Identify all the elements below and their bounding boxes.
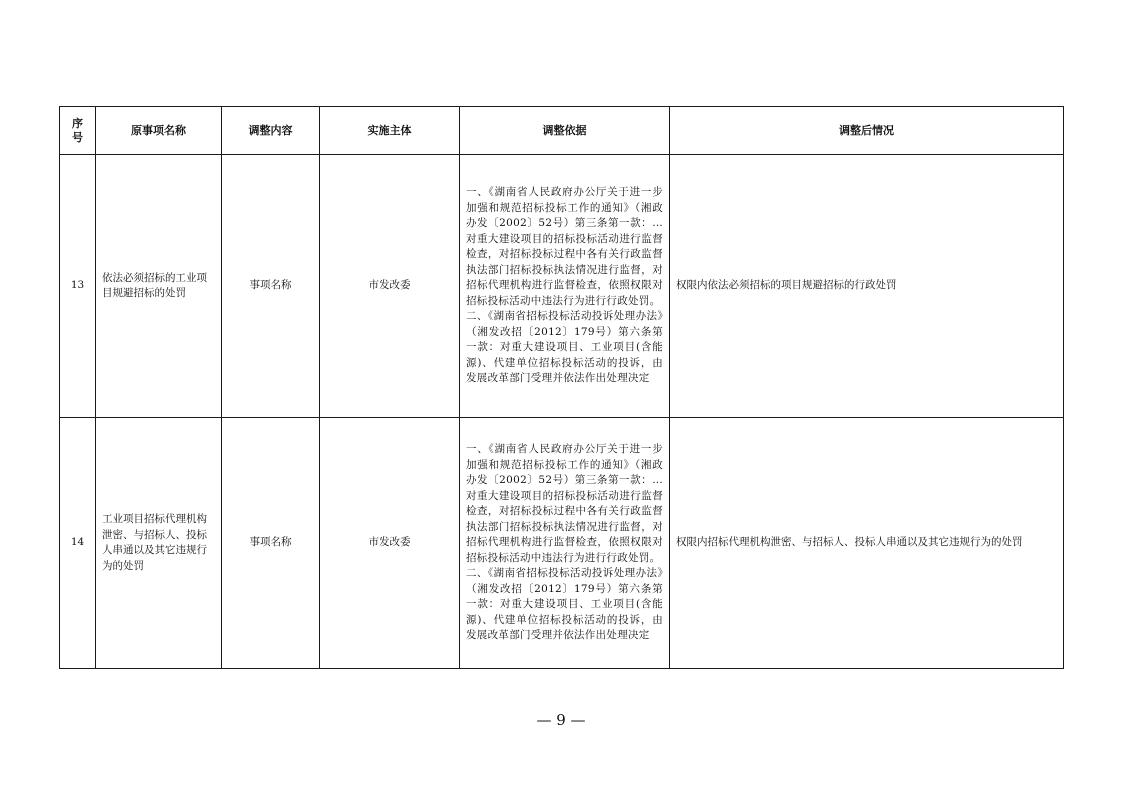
row-original-name: 依法必须招标的工业项目规避招标的处罚 <box>96 155 222 418</box>
table-header-row <box>60 107 1064 155</box>
row-executor: 市发改委 <box>320 155 460 418</box>
adjustment-table <box>59 106 1064 669</box>
row-basis <box>460 418 670 669</box>
row-adjust-content: 事项名称 <box>222 418 320 669</box>
basis-paragraph: 一、《湖南省人民政府办公厅关于进一步加强和规范招标投标工作的通知》（湘政办发〔2002〕52号）第三条第一款：…对重大建设项目的招标投标活动进行监督检查，对招标投标过程中各有关行政监督执法部门招标投标执法情况进行监督，对招标代理机构进行监督检查，依照权限对招标投标活动中违法行为进行行政处罚。 <box>466 186 663 307</box>
row-result: 权限内依法必须招标的项目规避招标的行政处罚 <box>670 155 1064 418</box>
header-original-name: 原事项名称 <box>96 107 222 155</box>
row-seq: 13 <box>60 155 96 418</box>
row-original-name: 工业项目招标代理机构泄密、与招标人、投标人串通以及其它违规行为的处罚 <box>96 418 222 669</box>
row-adjust-content: 事项名称 <box>222 155 320 418</box>
row-seq: 14 <box>60 418 96 669</box>
basis-paragraph: 二、《湖南省招标投标活动投诉处理办法》（湘发改招〔2012〕179号）第六条第一款：对重大建设项目、工业项目(含能源)、代建单位招标投标活动的投诉，由发展改革部门受理并依法作出处理决定 <box>466 567 663 642</box>
row-executor: 市发改委 <box>320 418 460 669</box>
row-basis <box>460 155 670 418</box>
basis-paragraph: 二、《湖南省招标投标活动投诉处理办法》（湘发改招〔2012〕179号）第六条第一款：对重大建设项目、工业项目(含能源)、代建单位招标投标活动的投诉，由发展改革部门受理并依法作出处理决定 <box>466 310 663 385</box>
header-basis: 调整依据 <box>460 107 670 155</box>
table-row <box>60 418 1064 669</box>
header-executor: 实施主体 <box>320 107 460 155</box>
table-row <box>60 155 1064 418</box>
basis-paragraph: 一、《湖南省人民政府办公厅关于进一步加强和规范招标投标工作的通知》（湘政办发〔2002〕52号）第三条第一款：…对重大建设项目的招标投标活动进行监督检查，对招标投标过程中各有关行政监督执法部门招标投标执法情况进行监督，对招标代理机构进行监督检查，依照权限对招标投标活动中违法行为进行行政处罚。 <box>466 443 663 564</box>
header-adjust-content: 调整内容 <box>222 107 320 155</box>
header-seq: 序 号 <box>60 107 96 155</box>
header-result: 调整后情况 <box>670 107 1064 155</box>
row-result: 权限内招标代理机构泄密、与招标人、投标人串通以及其它违规行为的处罚 <box>670 418 1064 669</box>
page-number: — 9 — <box>536 711 586 729</box>
